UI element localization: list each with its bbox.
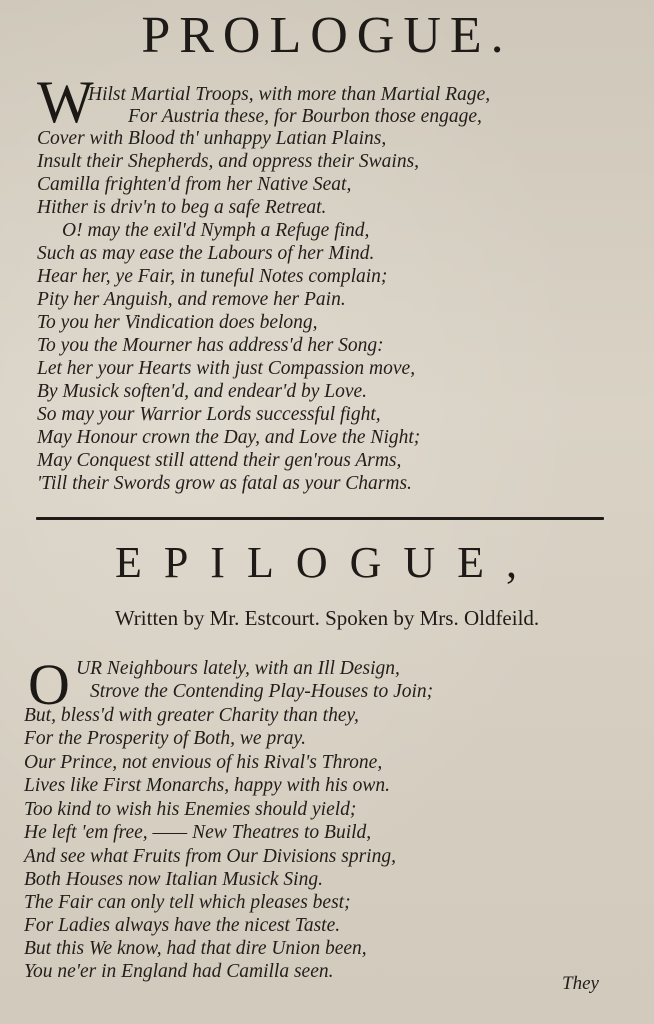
prologue-line: Let her your Hearts with just Compassion move, — [37, 358, 416, 379]
epilogue-line: For the Prosperity of Both, we pray. — [24, 728, 306, 749]
epilogue-line: But, bless'd with greater Charity than they, — [24, 705, 359, 726]
epilogue-line: For Ladies always have the nicest Taste. — [24, 915, 341, 936]
epilogue-line: Strove the Contending Play-Houses to Join; — [90, 681, 434, 702]
prologue-line: Hilst Martial Troops, with more than Martial Rage, — [88, 84, 491, 105]
prologue-line: O! may the exil'd Nymph a Refuge find, — [62, 220, 370, 241]
prologue-line: Insult their Shepherds, and oppress their Swains, — [37, 151, 420, 172]
prologue-dropcap: W — [37, 69, 94, 135]
prologue-line: By Musick soften'd, and endear'd by Love. — [37, 381, 368, 402]
prologue-line: Cover with Blood th' unhappy Latian Plains, — [37, 128, 387, 149]
epilogue-byline: Written by Mr. Estcourt. Spoken by Mrs. Oldfeild. — [114, 606, 540, 630]
prologue-line: So may your Warrior Lords successful fight, — [37, 404, 381, 425]
prologue-line: For Austria these, for Bourbon those engage, — [128, 106, 482, 127]
epilogue-line: Both Houses now Italian Musick Sing. — [24, 869, 323, 890]
prologue-line: Camilla frighten'd from her Native Seat, — [37, 174, 352, 195]
prologue-title: PROLOGUE. — [141, 7, 513, 64]
epilogue-line: UR Neighbours lately, with an Ill Design, — [76, 658, 400, 679]
prologue-line: 'Till their Swords grow as fatal as your Charms. — [37, 473, 412, 494]
epilogue-line: You ne'er in England had Camilla seen. — [24, 961, 334, 982]
section-divider — [36, 517, 604, 520]
prologue-line: To you the Mourner has address'd her Song: — [37, 335, 384, 356]
prologue-line: Hither is driv'n to beg a safe Retreat. — [37, 197, 327, 218]
epilogue-line: But this We know, had that dire Union been, — [24, 938, 367, 959]
prologue-line: Hear her, ye Fair, in tuneful Notes complain; — [37, 266, 388, 287]
epilogue-line: Lives like First Monarchs, happy with his own. — [24, 775, 390, 796]
epilogue-line: The Fair can only tell which pleases best; — [24, 892, 351, 913]
prologue-line: May Honour crown the Day, and Love the Night; — [37, 427, 421, 448]
epilogue-line: He left 'em free, —— New Theatres to Build, — [24, 822, 372, 843]
epilogue-dropcap: O — [28, 652, 70, 717]
prologue-line: Such as may ease the Labours of her Mind. — [37, 243, 375, 264]
epilogue-line: And see what Fruits from Our Divisions spring, — [24, 846, 396, 867]
epilogue-line: Our Prince, not envious of his Rival's Throne, — [24, 752, 383, 773]
prologue-line: Pity her Anguish, and remove her Pain. — [37, 289, 346, 310]
catchword: They — [562, 973, 599, 994]
prologue-line: May Conquest still attend their gen'rous Arms, — [37, 450, 402, 471]
prologue-line: To you her Vindication does belong, — [37, 312, 318, 333]
epilogue-title: EPILOGUE, — [114, 538, 540, 587]
epilogue-line: Too kind to wish his Enemies should yield; — [24, 799, 357, 820]
